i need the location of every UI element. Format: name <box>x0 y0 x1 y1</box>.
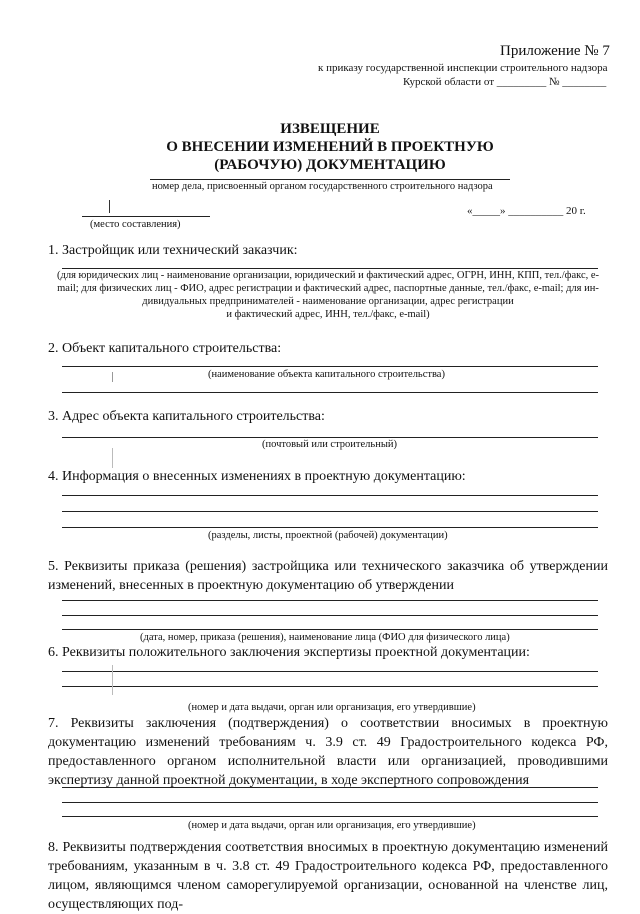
section-5-line-1 <box>62 600 598 601</box>
section-3-heading: 3. Адрес объекта капитального строительства: <box>48 409 325 424</box>
section-6-caption: (номер и дата выдачи, орган или организация, его утвердившие) <box>188 702 476 713</box>
section-2-heading: 2. Объект капитального строительства: <box>48 341 282 356</box>
section-7-line-1 <box>62 787 598 788</box>
section-6-line-1 <box>62 671 598 672</box>
section-4-heading: 4. Информация о внесенных изменениях в проектную документацию: <box>48 469 466 484</box>
appendix-region-line: Курской области от _________ № ________ <box>403 76 607 88</box>
section-5-text: 5. Реквизиты приказа (решения) застройщика или технического заказчика об утверждении изменений, внесенных в проектную документацию об утверждении <box>48 559 608 593</box>
section-6-heading: 6. Реквизиты положительного заключения экспертизы проектной документации: <box>48 645 530 660</box>
margin-mark <box>112 665 113 695</box>
doc-title-line1: ИЗВЕЩЕНИЕ <box>280 121 380 137</box>
appendix-order-line: к приказу государственной инспекции строительного надзора <box>318 62 608 74</box>
section-3-line <box>62 437 598 438</box>
section-1-heading: 1. Застройщик или технический заказчик: <box>48 243 298 258</box>
section-2-caption: (наименование объекта капитального строительства) <box>208 369 445 380</box>
case-number-line <box>150 179 510 180</box>
place-caption: (место составления) <box>90 219 181 230</box>
section-5-caption: (дата, номер, приказа (решения), наименование лица (ФИО для физического лица) <box>140 632 510 643</box>
section-5-line-2 <box>62 615 598 616</box>
doc-title-line2: О ВНЕСЕНИИ ИЗМЕНЕНИЙ В ПРОЕКТНУЮ <box>166 139 494 155</box>
section-8-text: 8. Реквизиты подтверждения соответствия вносимых в проектную документацию изменений требованиям, указанным в ч. 3.8 ст. 49 Градостроительного кодекса РФ, предоставленного лицом, являющимся членом саморегулируемой организации, основанной на членстве лиц, осуществляющих под- <box>48 840 608 912</box>
margin-mark <box>112 448 113 468</box>
section-4-line-1 <box>62 495 598 496</box>
section-1-note-line2: mail; для физических лиц - ФИО, адрес регистрации и фактический адрес, паспортные данные, тел./факс, e-mail; для ин- <box>57 283 599 294</box>
section-3-caption: (почтовый или строительный) <box>262 439 397 450</box>
section-1-note-line4: и фактический адрес, ИНН, тел./факс, e-mail) <box>226 309 430 320</box>
section-5-line-3 <box>62 629 598 630</box>
section-4-caption: (разделы, листы, проектной (рабочей) документации) <box>208 530 448 541</box>
place-line <box>82 216 210 217</box>
section-2-line-2 <box>62 392 598 393</box>
case-number-caption: номер дела, присвоенный органом государственного строительного надзора <box>152 181 493 192</box>
section-6-line-2 <box>62 686 598 687</box>
section-7-caption: (номер и дата выдачи, орган или организация, его утвердившие) <box>188 820 476 831</box>
margin-mark <box>109 200 110 213</box>
margin-mark <box>112 372 113 382</box>
section-4-line-3 <box>62 527 598 528</box>
section-1-note-line1: (для юридических лиц - наименование организации, юридический и фактический адрес, ОГРН, ИНН, КПП, тел./факс, e- <box>56 270 600 281</box>
section-4-line-2 <box>62 511 598 512</box>
section-2-line <box>62 366 598 367</box>
doc-title-line3: (РАБОЧУЮ) ДОКУМЕНТАЦИЮ <box>214 157 446 173</box>
section-1-note <box>48 269 608 321</box>
section-7-line-2 <box>62 802 598 803</box>
appendix-title: Приложение № 7 <box>500 43 610 59</box>
section-7-line-3 <box>62 816 598 817</box>
section-7-text: 7. Реквизиты заключения (подтверждения) о соответствии вносимых в проектную документацию изменений требованиям ч. 3.9 ст. 49 Градостроительного кодекса РФ, предоставленного органом исполнительной власти или организацией, проводившими экспертизу данной проектной документации, в ходе экспертного сопровождения <box>48 716 608 788</box>
date-line: «_____» __________ 20 г. <box>467 205 586 217</box>
section-1-note-line3: дивидуальных предпринимателей - наименование организации, адрес регистрации <box>142 296 514 307</box>
